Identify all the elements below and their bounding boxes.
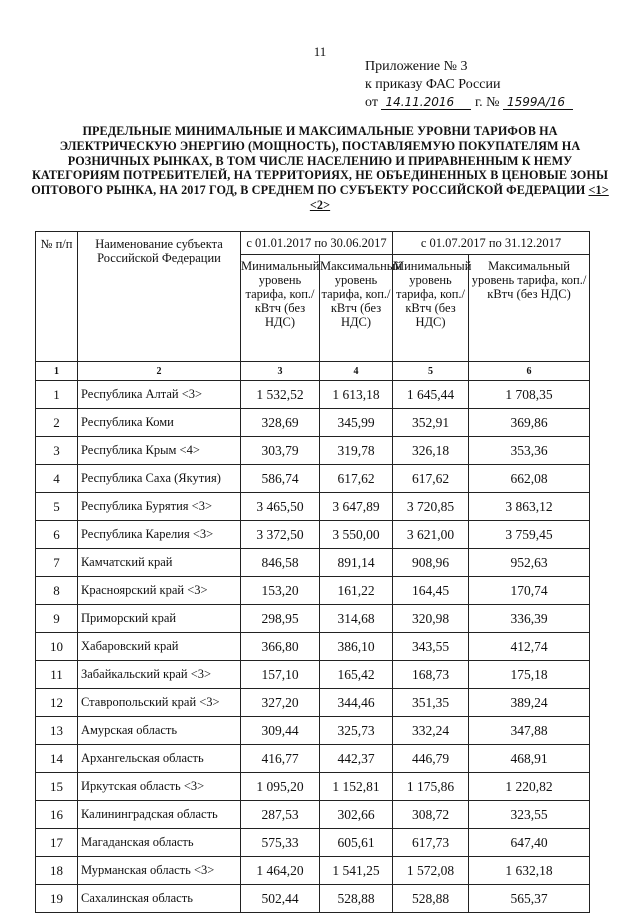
row-number: 4 (36, 465, 78, 493)
min-tariff-h2: 164,45 (393, 577, 469, 605)
max-tariff-h2: 323,55 (469, 801, 590, 829)
row-number: 7 (36, 549, 78, 577)
row-number: 14 (36, 745, 78, 773)
min-tariff-h2: 351,35 (393, 689, 469, 717)
min-tariff-h1: 1 464,20 (241, 857, 320, 885)
min-tariff-h1: 575,33 (241, 829, 320, 857)
table-row (36, 381, 590, 409)
row-number: 13 (36, 717, 78, 745)
document-title (30, 124, 610, 213)
min-tariff-h1: 328,69 (241, 409, 320, 437)
max-tariff-h1: 314,68 (320, 605, 393, 633)
order-date-line (365, 94, 573, 112)
min-tariff-h2: 1 175,86 (393, 773, 469, 801)
min-tariff-h2: 3 720,85 (393, 493, 469, 521)
row-number: 3 (36, 437, 78, 465)
header-subject-name: Наименование субъекта Российской Федерации (78, 232, 241, 362)
table-row (36, 549, 590, 577)
table-row (36, 857, 590, 885)
table-row (36, 521, 590, 549)
header-max-tariff-1: Максимальный уровень тарифа, коп./кВтч (без НДС) (320, 255, 393, 362)
max-tariff-h1: 1 541,25 (320, 857, 393, 885)
table-row (36, 773, 590, 801)
max-tariff-h1: 165,42 (320, 661, 393, 689)
max-tariff-h1: 345,99 (320, 409, 393, 437)
min-tariff-h2: 1 645,44 (393, 381, 469, 409)
min-tariff-h2: 908,96 (393, 549, 469, 577)
column-number: 5 (393, 362, 469, 381)
min-tariff-h1: 298,95 (241, 605, 320, 633)
row-number: 8 (36, 577, 78, 605)
max-tariff-h2: 952,63 (469, 549, 590, 577)
subject-name: Республика Алтай <3> (78, 381, 241, 409)
subject-name: Республика Карелия <3> (78, 521, 241, 549)
subject-name: Магаданская область (78, 829, 241, 857)
title-text: ПРЕДЕЛЬНЫЕ МИНИМАЛЬНЫЕ И МАКСИМАЛЬНЫЕ УРОВНИ ТАРИФОВ НА ЭЛЕКТРИЧЕСКУЮ ЭНЕРГИЮ (МОЩНОСТЬ), ПОСТАВЛЯЕМУЮ ПОКУПАТЕЛЯМ НА РОЗНИЧНЫХ РЫНКАХ, В ТОМ ЧИСЛЕ НАСЕЛЕНИЮ И ПРИРАВНЕННЫМ К НЕМУ КАТЕГОРИЯМ ПОТРЕБИТЕЛЕЙ, НА ТЕРРИТОРИЯХ, НЕ ОБЪЕДИНЕННЫХ В ЦЕНОВЫЕ ЗОНЫ ОПТОВОГО РЫНКА, НА 2017 ГОД, В СРЕДНЕМ ПО СУБЪЕКТУ РОССИЙСКОЙ ФЕДЕРАЦИИ (31, 124, 609, 198)
max-tariff-h2: 412,74 (469, 633, 590, 661)
subject-name: Забайкальский край <3> (78, 661, 241, 689)
subject-name: Амурская область (78, 717, 241, 745)
table-row (36, 661, 590, 689)
max-tariff-h1: 302,66 (320, 801, 393, 829)
max-tariff-h1: 442,37 (320, 745, 393, 773)
max-tariff-h2: 3 759,45 (469, 521, 590, 549)
subject-name: Ставропольский край <3> (78, 689, 241, 717)
min-tariff-h2: 3 621,00 (393, 521, 469, 549)
max-tariff-h1: 3 550,00 (320, 521, 393, 549)
subject-name: Камчатский край (78, 549, 241, 577)
subject-name: Сахалинская область (78, 885, 241, 913)
min-tariff-h1: 416,77 (241, 745, 320, 773)
table-row (36, 717, 590, 745)
min-tariff-h1: 309,44 (241, 717, 320, 745)
page-number: 11 (313, 44, 327, 59)
row-number: 12 (36, 689, 78, 717)
max-tariff-h2: 1 632,18 (469, 857, 590, 885)
max-tariff-h2: 1 220,82 (469, 773, 590, 801)
max-tariff-h2: 353,36 (469, 437, 590, 465)
min-tariff-h1: 366,80 (241, 633, 320, 661)
column-number-row (36, 362, 590, 381)
table-body (36, 381, 590, 913)
subject-name: Республика Бурятия <3> (78, 493, 241, 521)
column-number: 6 (469, 362, 590, 381)
max-tariff-h2: 647,40 (469, 829, 590, 857)
table-row (36, 577, 590, 605)
min-tariff-h1: 1 095,20 (241, 773, 320, 801)
column-number: 3 (241, 362, 320, 381)
max-tariff-h2: 1 708,35 (469, 381, 590, 409)
min-tariff-h2: 168,73 (393, 661, 469, 689)
table-row (36, 885, 590, 913)
min-tariff-h2: 617,73 (393, 829, 469, 857)
header-num: № п/п (36, 232, 78, 362)
appendix-line: Приложение № 3 (365, 59, 468, 74)
subject-name: Калининградская область (78, 801, 241, 829)
subject-name: Иркутская область <3> (78, 773, 241, 801)
header-max-tariff-2: Максимальный уровень тарифа, коп./кВтч (без НДС) (469, 255, 590, 362)
row-number: 16 (36, 801, 78, 829)
max-tariff-h2: 565,37 (469, 885, 590, 913)
min-tariff-h2: 308,72 (393, 801, 469, 829)
row-number: 15 (36, 773, 78, 801)
subject-name: Хабаровский край (78, 633, 241, 661)
min-tariff-h2: 320,98 (393, 605, 469, 633)
min-tariff-h2: 446,79 (393, 745, 469, 773)
min-tariff-h1: 502,44 (241, 885, 320, 913)
max-tariff-h1: 3 647,89 (320, 493, 393, 521)
number-prefix: г. № (474, 95, 500, 110)
min-tariff-h1: 3 372,50 (241, 521, 320, 549)
max-tariff-h2: 389,24 (469, 689, 590, 717)
handwritten-order-number: 1599А/16 (503, 95, 573, 110)
min-tariff-h2: 326,18 (393, 437, 469, 465)
table-row (36, 605, 590, 633)
row-number: 19 (36, 885, 78, 913)
subject-name: Приморский край (78, 605, 241, 633)
max-tariff-h2: 662,08 (469, 465, 590, 493)
subject-name: Архангельская область (78, 745, 241, 773)
max-tariff-h2: 175,18 (469, 661, 590, 689)
min-tariff-h2: 617,62 (393, 465, 469, 493)
min-tariff-h2: 332,24 (393, 717, 469, 745)
table-row (36, 633, 590, 661)
column-number: 2 (78, 362, 241, 381)
max-tariff-h2: 468,91 (469, 745, 590, 773)
table-row (36, 493, 590, 521)
header-period-1: с 01.01.2017 по 30.06.2017 (241, 232, 393, 255)
min-tariff-h1: 157,10 (241, 661, 320, 689)
max-tariff-h1: 161,22 (320, 577, 393, 605)
tariff-table (35, 231, 590, 913)
min-tariff-h2: 1 572,08 (393, 857, 469, 885)
min-tariff-h2: 352,91 (393, 409, 469, 437)
max-tariff-h1: 386,10 (320, 633, 393, 661)
min-tariff-h2: 528,88 (393, 885, 469, 913)
table-row (36, 745, 590, 773)
subject-name: Республика Коми (78, 409, 241, 437)
row-number: 11 (36, 661, 78, 689)
max-tariff-h1: 1 152,81 (320, 773, 393, 801)
table-row (36, 829, 590, 857)
row-number: 9 (36, 605, 78, 633)
row-number: 2 (36, 409, 78, 437)
max-tariff-h2: 170,74 (469, 577, 590, 605)
max-tariff-h1: 1 613,18 (320, 381, 393, 409)
min-tariff-h1: 327,20 (241, 689, 320, 717)
min-tariff-h1: 846,58 (241, 549, 320, 577)
row-number: 17 (36, 829, 78, 857)
row-number: 1 (36, 381, 78, 409)
header-period-2: с 01.07.2017 по 31.12.2017 (393, 232, 590, 255)
min-tariff-h2: 343,55 (393, 633, 469, 661)
max-tariff-h1: 319,78 (320, 437, 393, 465)
min-tariff-h1: 3 465,50 (241, 493, 320, 521)
min-tariff-h1: 287,53 (241, 801, 320, 829)
column-number: 4 (320, 362, 393, 381)
min-tariff-h1: 1 532,52 (241, 381, 320, 409)
subject-name: Красноярский край <3> (78, 577, 241, 605)
max-tariff-h1: 891,14 (320, 549, 393, 577)
subject-name: Республика Саха (Якутия) (78, 465, 241, 493)
column-number: 1 (36, 362, 78, 381)
appendix-block (365, 58, 573, 112)
handwritten-date: 14.11.2016 (381, 95, 471, 110)
table-row (36, 409, 590, 437)
max-tariff-h1: 605,61 (320, 829, 393, 857)
max-tariff-h1: 325,73 (320, 717, 393, 745)
row-number: 18 (36, 857, 78, 885)
row-number: 5 (36, 493, 78, 521)
max-tariff-h2: 347,88 (469, 717, 590, 745)
order-reference: к приказу ФАС России (365, 77, 501, 92)
table-row (36, 437, 590, 465)
table-row (36, 465, 590, 493)
row-number: 10 (36, 633, 78, 661)
title-footnote-refs: <1> <2> (309, 183, 609, 212)
header-min-tariff-2: Минимальный уровень тарифа, коп./кВтч (без НДС) (393, 255, 469, 362)
header-min-tariff-1: Минимальный уровень тарифа, коп./кВтч (без НДС) (241, 255, 320, 362)
table-row (36, 801, 590, 829)
min-tariff-h1: 303,79 (241, 437, 320, 465)
max-tariff-h2: 336,39 (469, 605, 590, 633)
max-tariff-h1: 617,62 (320, 465, 393, 493)
table-row (36, 689, 590, 717)
row-number: 6 (36, 521, 78, 549)
subject-name: Республика Крым <4> (78, 437, 241, 465)
max-tariff-h2: 369,86 (469, 409, 590, 437)
max-tariff-h1: 344,46 (320, 689, 393, 717)
max-tariff-h2: 3 863,12 (469, 493, 590, 521)
subject-name: Мурманская область <3> (78, 857, 241, 885)
min-tariff-h1: 586,74 (241, 465, 320, 493)
min-tariff-h1: 153,20 (241, 577, 320, 605)
max-tariff-h1: 528,88 (320, 885, 393, 913)
date-prefix: от (365, 95, 378, 110)
